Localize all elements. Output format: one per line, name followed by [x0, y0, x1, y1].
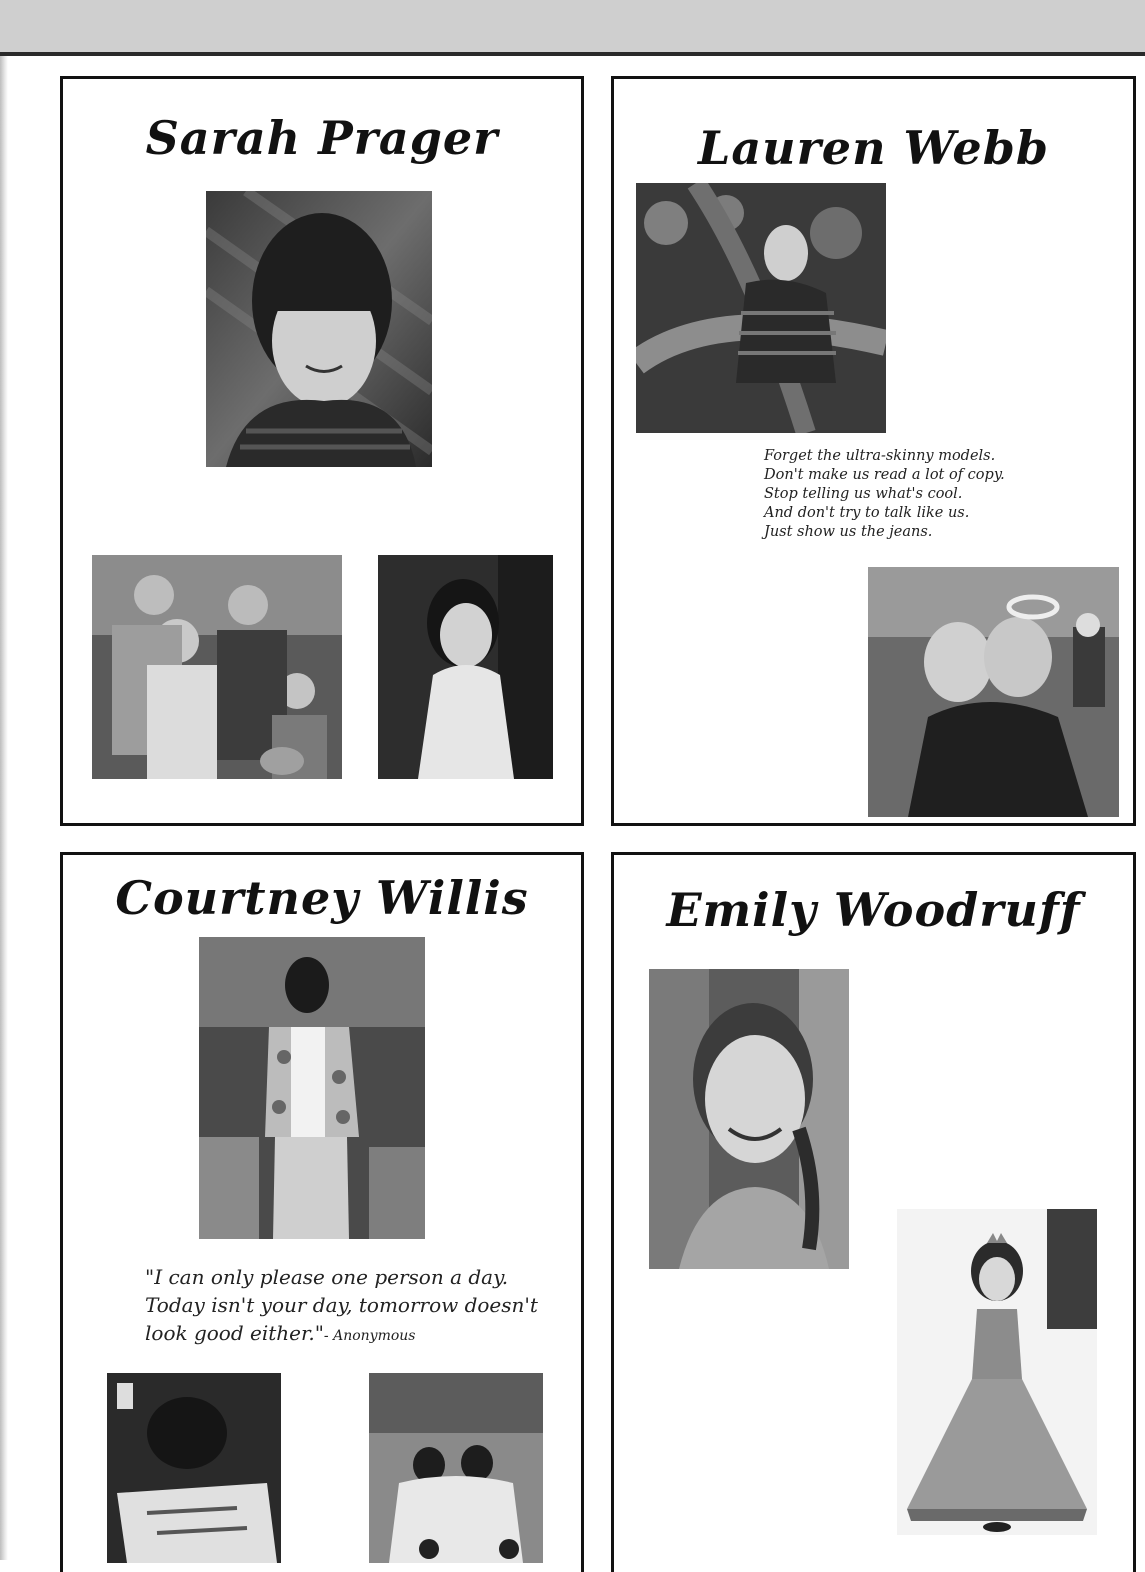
profile-panel-lauren: [611, 76, 1136, 826]
quote-line: Stop telling us what's cool.: [764, 486, 963, 502]
quote-line: Today isn't your day, tomorrow doesn't: [145, 1293, 538, 1317]
quote-last-line: look good either.": [145, 1321, 324, 1345]
quote-line: Don't make us read a lot of copy.: [764, 467, 1005, 483]
page-top-edge: [0, 52, 1145, 56]
quote-line: Just show us the jeans.: [764, 524, 933, 540]
birthday-cake-photo: [107, 1373, 281, 1563]
profile-name: Sarah Prager: [145, 111, 499, 165]
toddlers-photo: [369, 1373, 543, 1563]
quote-text: [764, 447, 1005, 542]
profile-name: Emily Woodruff: [666, 883, 1081, 937]
smiling-portrait-photo: [649, 969, 849, 1269]
standing-portrait-photo: [199, 937, 425, 1239]
quote-line: And don't try to talk like us.: [764, 505, 970, 521]
quote-line: "I can only please one person a day.: [145, 1265, 509, 1289]
quote-line: Forget the ultra-skinny models.: [764, 448, 996, 464]
princess-costume-photo: [897, 1209, 1097, 1535]
torn-left-edge: [0, 56, 8, 1560]
profile-panel-courtney: [60, 852, 584, 1572]
child-photo: [378, 555, 553, 779]
profile-name: Lauren Webb: [697, 121, 1050, 175]
friends-hug-photo: [868, 567, 1119, 817]
quote-text: [145, 1263, 538, 1350]
profile-panel-sarah: [60, 76, 584, 826]
tree-portrait-photo: [636, 183, 886, 433]
quote-line: [145, 1319, 538, 1350]
profile-name: Courtney Willis: [115, 871, 529, 925]
family-photo: [92, 555, 342, 779]
profile-panel-emily: [611, 852, 1136, 1572]
quote-attribution: - Anonymous: [323, 1328, 416, 1344]
portrait-photo: [206, 191, 432, 467]
scan-background: [0, 0, 1145, 52]
